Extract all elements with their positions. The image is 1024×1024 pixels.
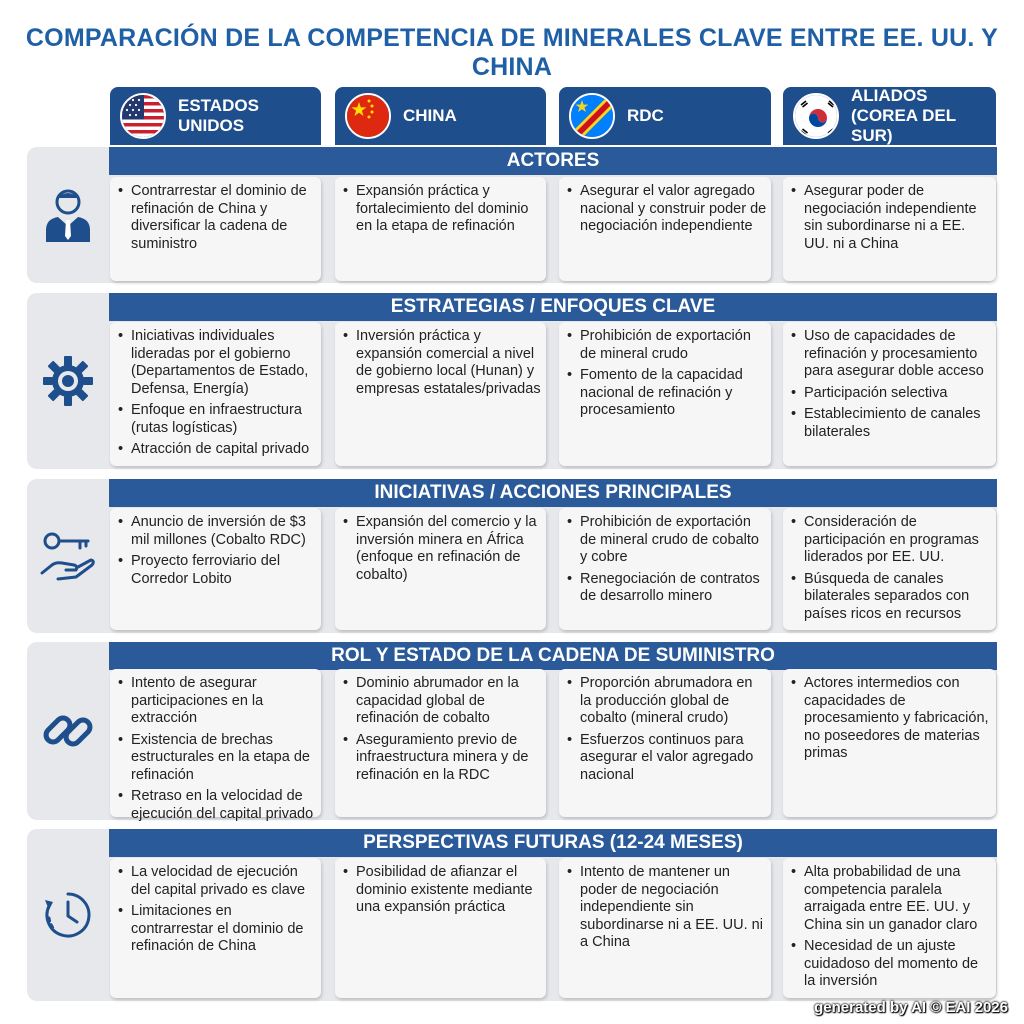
bullet-list (343, 864, 542, 917)
bullet-list (118, 183, 317, 253)
bullet-item: • Existencia de brechas estructurales en la etapa de refinación (118, 732, 317, 785)
cell-allies (783, 322, 996, 466)
column-label: RDC (627, 106, 664, 125)
bullet-list (791, 864, 992, 991)
bullet-list (343, 675, 542, 784)
bullet-item: • Consideración de participación en programas liderados por EE. UU. (791, 514, 992, 567)
bullet-item: • Proyecto ferroviario del Corredor Lobito (118, 553, 317, 588)
cell-us (110, 858, 321, 998)
bullet-item: • Actores intermedios con capacidades de procesamiento y fabricación, no poseedores de materias primas (791, 675, 992, 763)
bullet-item: • Expansión práctica y fortalecimiento del dominio en la etapa de refinación (343, 183, 542, 236)
cell-allies (783, 508, 996, 630)
bullet-item: • Intento de mantener un poder de negociación independiente sin subordinarse ni a EE. UU. ni a China (567, 864, 767, 952)
bullet-item: • Inversión práctica y expansión comercial a nivel de gobierno local (Hunan) y empresas estatales/privadas (343, 328, 542, 398)
china-flag-icon (345, 93, 391, 139)
hand-key-icon (27, 479, 109, 633)
bullet-list (567, 328, 767, 420)
column-header-china (335, 87, 546, 145)
column-header-allies (783, 87, 996, 145)
bullet-item: • Iniciativas individuales lideradas por el gobierno (Departamentos de Estado, Defensa, Energía) (118, 328, 317, 398)
cell-china (335, 858, 546, 998)
bullet-list (118, 675, 317, 823)
drc-flag-icon (569, 93, 615, 139)
bullet-list (343, 328, 542, 398)
bullet-list (791, 328, 992, 441)
cell-china (335, 177, 546, 281)
bullet-item: • Asegurar el valor agregado nacional y construir poder de negociación independiente (567, 183, 767, 236)
column-label: CHINA (403, 106, 457, 125)
cell-allies (783, 177, 996, 281)
bullet-item: • Establecimiento de canales bilaterales (791, 406, 992, 441)
bullet-item: • Prohibición de exportación de mineral crudo de cobalto y cobre (567, 514, 767, 567)
cell-china (335, 508, 546, 630)
chain-link-icon (27, 642, 109, 820)
bullet-item: • Búsqueda de canales bilaterales separados con países ricos en recursos (791, 571, 992, 624)
cell-drc (559, 669, 771, 817)
bullet-item: • Contrarrestar el dominio de refinación de China y diversificar la cadena de suministro (118, 183, 317, 253)
bullet-list (343, 514, 542, 584)
us-flag-icon (120, 93, 166, 139)
section-title: INICIATIVAS / ACCIONES PRINCIPALES (109, 479, 997, 507)
column-header-drc (559, 87, 771, 145)
bullet-item: • Alta probabilidad de una competencia paralela arraigada entre EE. UU. y China sin un ganador claro (791, 864, 992, 934)
column-header-us (110, 87, 321, 145)
bullet-item: • Esfuerzos continuos para asegurar el valor agregado nacional (567, 732, 767, 785)
bullet-item: • Expansión del comercio y la inversión minera en África (enfoque en refinación de cobalto) (343, 514, 542, 584)
bullet-list (567, 183, 767, 236)
cell-us (110, 508, 321, 630)
bullet-list (118, 328, 317, 459)
gear-icon (27, 293, 109, 469)
footer-credit: generated by AI © EAI 2026 (814, 999, 1008, 1016)
cell-us (110, 322, 321, 466)
section-title: PERSPECTIVAS FUTURAS (12-24 MESES) (109, 829, 997, 857)
column-label: ALIADOS (COREA DEL SUR) (851, 86, 956, 145)
bullet-item: • Dominio abrumador en la capacidad global de refinación de cobalto (343, 675, 542, 728)
clock-history-icon (27, 829, 109, 1001)
bullet-list (791, 675, 992, 763)
bullet-list (567, 675, 767, 784)
bullet-list (791, 514, 992, 623)
cell-us (110, 669, 321, 822)
bullet-item: • Anuncio de inversión de $3 mil millones (Cobalto RDC) (118, 514, 317, 549)
cell-china (335, 669, 546, 817)
cell-drc (559, 322, 771, 466)
column-label: ESTADOS UNIDOS (178, 96, 259, 135)
cell-drc (559, 177, 771, 281)
bullet-item: • Enfoque en infraestructura (rutas logísticas) (118, 402, 317, 437)
bullet-list (118, 864, 317, 956)
page-title: COMPARACIÓN DE LA COMPETENCIA DE MINERALES CLAVE ENTRE EE. UU. Y CHINA (25, 24, 999, 81)
bullet-item: • Posibilidad de afianzar el dominio existente mediante una expansión práctica (343, 864, 542, 917)
bullet-item: • Aseguramiento previo de infraestructura minera y de refinación en la RDC (343, 732, 542, 785)
bullet-item: • Intento de asegurar participaciones en la extracción (118, 675, 317, 728)
cell-allies (783, 858, 996, 998)
bullet-item: • Necesidad de un ajuste cuidadoso del momento de la inversión (791, 938, 992, 991)
bullet-item: • Fomento de la capacidad nacional de refinación y procesamiento (567, 367, 767, 420)
cell-allies (783, 669, 996, 817)
bullet-item: • Proporción abrumadora en la producción global de cobalto (mineral crudo) (567, 675, 767, 728)
south-korea-flag-icon (793, 93, 839, 139)
bullet-item: • Prohibición de exportación de mineral crudo (567, 328, 767, 363)
bullet-item: • Limitaciones en contrarrestar el dominio de refinación de China (118, 903, 317, 956)
bullet-item: • Atracción de capital privado (118, 441, 317, 459)
section-title: ACTORES (109, 147, 997, 175)
bullet-item: • Retraso en la velocidad de ejecución del capital privado (118, 788, 317, 823)
section-title: ESTRATEGIAS / ENFOQUES CLAVE (109, 293, 997, 321)
cell-drc (559, 508, 771, 630)
bullet-item: • Asegurar poder de negociación independiente sin subordinarse ni a EE. UU. ni a China (791, 183, 992, 253)
bullet-item: • Uso de capacidades de refinación y procesamiento para asegurar doble acceso (791, 328, 992, 381)
bullet-list (791, 183, 992, 253)
bullet-item: • Renegociación de contratos de desarrollo minero (567, 571, 767, 606)
bullet-item: • La velocidad de ejecución del capital privado es clave (118, 864, 317, 899)
bullet-item: • Participación selectiva (791, 385, 992, 403)
cell-drc (559, 858, 771, 998)
bullet-list (567, 514, 767, 606)
bullet-list (567, 864, 767, 952)
person-icon (27, 147, 109, 283)
cell-us (110, 177, 321, 281)
bullet-list (118, 514, 317, 588)
bullet-list (343, 183, 542, 236)
cell-china (335, 322, 546, 466)
section-title: ROL Y ESTADO DE LA CADENA DE SUMINISTRO (109, 642, 997, 670)
